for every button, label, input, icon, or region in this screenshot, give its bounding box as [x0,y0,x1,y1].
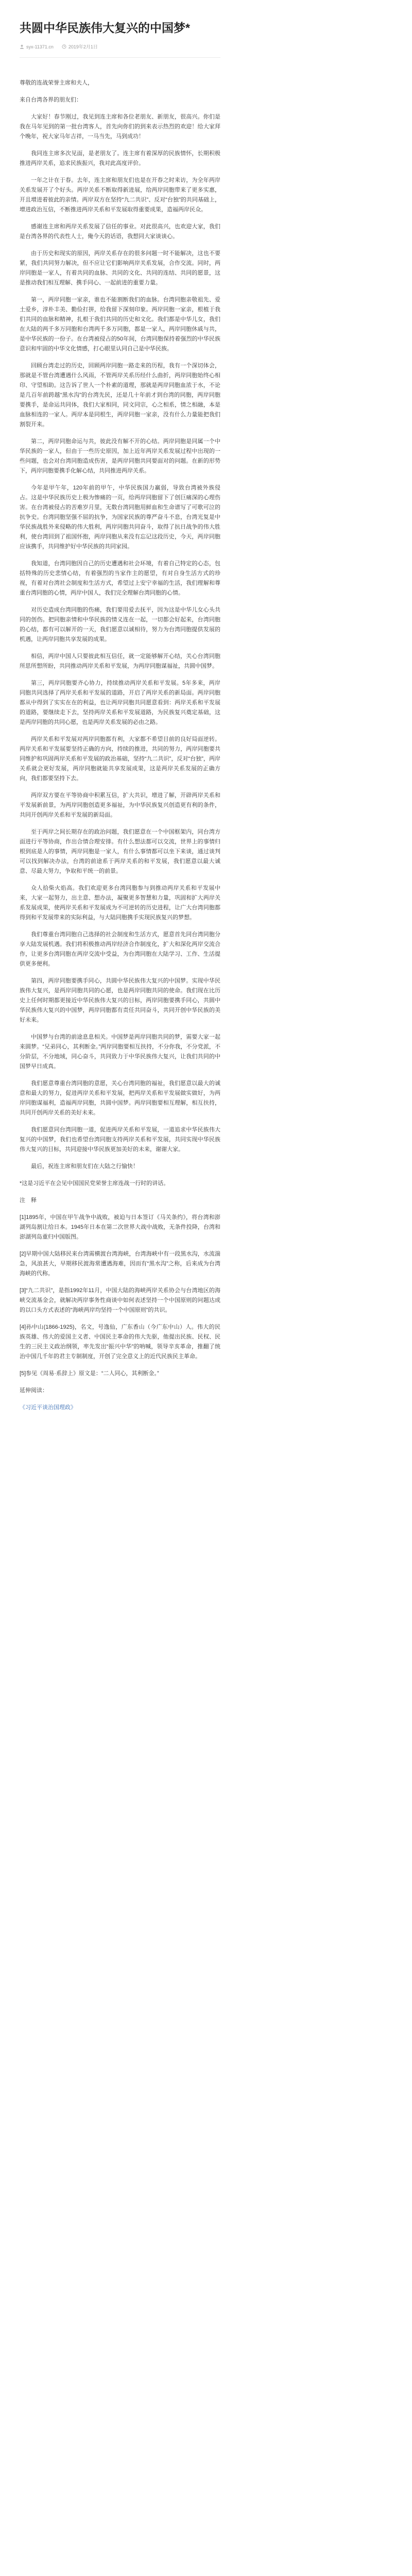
paragraph: 两岸双方要在平等协商中积累互信，扩大共识，增进了解，开辟两岸关系和平发展新前景，为两岸同胞创造更多福祉，为中华民族复兴创造更有利的条件，共同开创两岸关系和平发展的新局面。 [20,792,220,818]
article [20,0,220,1420]
author-name[interactable]: syx-11371.cn [26,44,54,49]
paragraph: 一年之计在于春。去年，连主席和朋友们也是在开春之时来访，为全年两岸关系发展开了个好头。两岸关系不断取得新进展，给两岸同胞带来了更多实惠，开且增进着彼此的亲情。两岸双方在坚持“九二共识”、反对“台独”的共同基础上，增进政治互信，不断推进两岸关系和平发展取得重要成果，造福两岸民众。 [20,177,220,213]
paragraph: 我知道，台湾同胞因自己的历史遭遇和社会环境，有着自己特定的心态，包括特殊的历史悲情心结，有着强烈的当家作主的愿望，有对自身生活方式的珍视，有着对台湾社会制度和生活方式，希望过上安宁幸福的生活，我们理解和尊重台湾同胞的心情，两岸中国人，我们完全理解台湾同胞的心情。 [20,561,220,596]
paragraph: 相信，两岸中国人只要彼此相互信任，就一定能够解开心结，关心台湾同胞所思所想所盼，共同推动两岸关系和平发展，为两岸同胞谋福祉，共圆中国梦。 [20,653,220,669]
note-item: [4]孙中山(1866-1925)，名文，号逸仙，广东香山（今广东中山）人。伟大的民族英雄、伟大的爱国主义者、中国民主革命的伟大先驱，他提出民族、民权、民生的三民主义政治纲领，率先发出“振兴中华”的呐喊，领导辛亥革命，推翻了统治中国几千年的君主专制制度，开创了完全意义上的近代民族民主革命。 [20,1324,220,1360]
author-meta [20,44,54,49]
paragraph: 我们愿意同台湾同胞一道，促进两岸关系和平发展，一道追求中华民族伟大复兴的中国梦，我们也希望台湾同胞支持两岸关系和平发展，共同实现中华民族伟大复兴的目标，共同迎接中华民族更加美好的未来，谢谢大家。 [20,1127,220,1153]
note-item: [1]1895年，中国在甲午战争中战败，被迫与日本签订《马关条约》，将台湾和澎湖列岛割让给日本。1945年日本在第二次世界大战中战败，无条件投降，台湾和澎湖列岛重归中国版图。 [20,1214,220,1240]
note-item: [5]参见《周易·系辞上》原文是：“二人同心，其利断金。” [20,1370,159,1377]
paragraph: 第四，两岸同胞要携手同心，共圆中华民族伟大复兴的中国梦。实现中华民族伟大复兴，是两岸同胞共同的心愿，也是两岸同胞共同的使命。我们现在比历史上任何时期都更接近中华民族伟大复兴的目标，两岸同胞要携手同心，共圆中华民族伟大复兴的中国梦，两岸同胞都有责任共同奋斗，共同开创中华民族的美好未来。 [20,978,220,1023]
publish-date: 2019年2月1日 [68,44,98,49]
paragraph: 第一，两岸同胞一家亲，谁也不能割断我们的血脉。台湾同胞亲敬祖先、爱土爱乡，淳朴丰美、勤俭打拼，给我留下深刻印象。两岸同胞一家亲，根植于我们共同的血脉和精神，扎根于我们共同的历史和文化。我们都是中华儿女，我们在大陆的两千多万同胞和台湾两千多万同胞，都是一家人，两岸同胞休戚与共，是中华民族的一份子。在台湾被侵占的50年间，台湾同胞保持着强烈的中华民族意识和牢固的中华文化情感，打心眼里认同自己是中华民族。 [20,297,220,352]
paragraph: 由于历史和现实的原因，两岸关系存在的很多问题一时不能解决，这也不要紧，我们共同努力解决，但不应让它们影响两岸关系发展，合作交流。同时，两岸同胞是一家人，有着共同的血脉、共同的文化、共同的连结、共同的愿景，这是推动我们相互理解、携手同心、一起前进的重要力量。 [20,250,220,286]
clock-icon [62,44,66,49]
paragraph: 对历史造成台湾同胞的伤痛，我们要用爱去抚平，因为这是中华儿女心头共同的创伤。把同胞亲情和中华民族的情义连在一起，一切都会好起来，台湾同胞的心结，都有可以解开的一天，我们愿意以诚相待，努力为台湾同胞提供发展的机遇，让两岸同胞共享发展的成果。 [20,607,220,642]
paragraph: 来自台湾各界的朋友们： [20,97,82,103]
paragraph: 第三，两岸同胞要齐心协力，持续推动两岸关系和平发展。5年多来，两岸同胞共同选择了两岸关系和平发展的道路，开启了两岸关系的新局面。两岸同胞都从中得到了实实在在的利益，也让两岸同胞共同愿意看到：两岸关系和平发展的道路，要继续走下去，坚持两岸关系和平发展道路，为民族复兴奠定基础，这是两岸同胞的共同心愿，也是两岸关系发展的必由之路。 [20,680,220,725]
note-item: [3]“九二共识”，是指1992年11月，中国大陆的海峡两岸关系协会与台湾地区的海峡交流基金会，就解决两岸事务性商谈中如何表述坚持一个中国原则的问题达成的以口头方式表述的“海峡两岸均坚持一个中国原则”的共识。 [20,1287,220,1313]
paragraph: 第二，两岸同胞命运与共，彼此没有解不开的心结。两岸同胞是同属一个中华民族的一家人，但由于一些历史原因，加上近年两岸关系发展过程中出现的一些问题，也会对台湾同胞造成伤害，是两岸同胞共同要面对的问题。在新的形势下，两岸同胞要携手化解心结，共同推进两岸关系。 [20,438,220,474]
paragraph: 尊敬的连战荣誉主席和夫人， [20,80,93,86]
paragraph: 至于两岸之间长期存在的政治问题，我们愿意在一个中国框架内，同台湾方面进行平等协商，作出合情合理安排。有什么想法都可以交流，世界上的事情归根到底是人的事情，两岸同胞是一家人，有什么事情都可以坐下来谈，通过谈判可以找到解决办法，台湾的前途系于两岸关系的和平发展，我们愿意以最大诚意、尽最大努力，争取和平统一的前景。 [20,829,220,874]
paragraph: 两岸关系和平发展对两岸同胞都有利，大家都不希望目前的良好局面逆转。两岸关系和平发展要坚持正确的方向，持续的推进，共同的努力，两岸同胞要共同维护和巩固两岸关系和平发展的政治基础，坚持“九二共识”，反对“台独”，两岸关系就会更好发展，两岸同胞就能共享发展成果，这是两岸关系发展的正确方向，我们都要坚持下去。 [20,736,220,782]
paragraph: 中国梦与台湾的前途息息相关。中国梦是两岸同胞共同的梦，需要大家一起来圆梦。“兄弟同心，其利断金。”两岸同胞要相互扶持，不分你我，不分党派，不分阶层，不分地域，同心奋斗，共同致力于中华民族伟大复兴，让我们共同的中国梦早日成真。 [20,1034,220,1070]
article-body [20,78,220,1413]
footnote-lead: *这是习近平在会见中国国民党荣誉主席连战一行时的讲话。 [20,1180,169,1187]
paragraph: 最后，祝连主席和朋友们在大陆之行愉快！ [31,1163,139,1170]
notes-title: 注 释 [20,1197,37,1204]
further-reading-link[interactable]: 《习近平谈治国理政》 [20,1404,76,1411]
article-meta [20,43,220,50]
paragraph: 大家好！春节刚过，我见到连主席和各位老朋友、新朋友，很高兴。你们是我在马年见到的第一批台湾客人，首先向你们的到来表示热烈的欢迎！给大家拜个晚年，祝大家马年吉祥，一马当先，马到成功！ [20,114,220,140]
further-reading [20,1403,220,1413]
paragraph: 我们尊重台湾同胞自己选择的社会制度和生活方式，愿意首先同台湾同胞分享大陆发展机遇。我们将积极推动两岸经济合作制度化，扩大和深化两岸交流合作，让更多台湾同胞在两岸交流中受益，为台湾同胞在大陆学习、工作、生活提供更多便利。 [20,931,220,967]
title-divider [20,57,220,58]
paragraph: 感谢连主席和两岸关系发展了信任的事业。对此很高兴，也欢迎大家，我们是台湾各界的代表性人士，俺今天的话语，我想同大家谈谈心。 [20,224,220,240]
date-meta [62,43,98,50]
paragraph: 众人拾柴火焰高。我们欢迎更多台湾同胞参与到推动两岸关系和平发展中来，大家一起努力，出主意、想办法，凝聚更多智慧和力量，巩固和扩大两岸关系发展成果，使两岸关系和平发展成为不可逆转的历史进程，让广大台湾同胞都得到和平发展带来的实际利益，与大陆同胞携手实现民族复兴的梦想。 [20,885,220,921]
paragraph: 我们愿意尊重台湾同胞的意愿，关心台湾同胞的福祉，我们愿意以最大的诚意和最大的努力，促进两岸关系和平发展，把两岸关系和平发展做实做好，为两岸同胞谋福利，造福两岸同胞，共圆中国梦。两岸同胞要相互理解，相互扶持，共同开创两岸关系的美好未来。 [20,1080,220,1116]
paragraph: 今年是甲午年，120年前的甲午，中华民族国力羸弱，导致台湾被外族侵占。这是中华民族历史上极为惨痛的一页，给两岸同胞留下了创巨痛深的心理伤害。在台湾被侵占的苦难岁月里，无数台湾同胞用鲜血和生命谱写了可歌可泣的抗争史。台湾同胞坚强不屈的抗争，为国家民族的尊严奋斗不息，台湾光复是中华民族战胜外来侵略的伟大胜利，两岸同胞共同奋斗，取得了抗日战争的伟大胜利，使台湾回到了祖国怀抱，两岸同胞从来没有忘记这段历史，今天，两岸同胞应该携手，共同维护好中华民族的共同家园。 [20,485,220,550]
article-title: 共圆中华民族伟大复兴的中国梦* [20,21,190,35]
note-item: [2]早期中国大陆移民来台湾需横渡台湾海峡，台湾海峡中有一段黑水沟，水流湍急，风浪甚大，早期移民渡海常遭遇海难，因而有“黑水沟”之称，后来成为台湾海峡的代称。 [20,1251,220,1277]
paragraph: 回顾台湾走过的历史，回顾两岸同胞一路走来的历程，我有一个深切体会，那就是不管台湾遭遇什么风雨，不管两岸关系历经什么曲折，两岸同胞始终心相印、守望相助。这告诉了世人一个朴素的道理，那就是两岸同胞血浓于水，不论是几百年前跨越“黑水沟”的台湾先民，还是几十年前才到台湾的同胞，两岸同胞要携手，是命运共同体，我们大家相同，同文同宗，心之相系，情之相融，本是血脉相连的一家人。两岸本是同根生，两岸同胞一家亲，没有什么力量能把我们割裂开来。 [20,363,220,428]
paragraph: 我同连主席多次见面，是老朋友了。连主席有着深厚的民族情怀，长期积极推进两岸关系，追求民族振兴，我对此高度评价。 [20,150,220,166]
user-icon [20,44,24,49]
further-reading-label: 延伸阅读： [20,1387,48,1394]
